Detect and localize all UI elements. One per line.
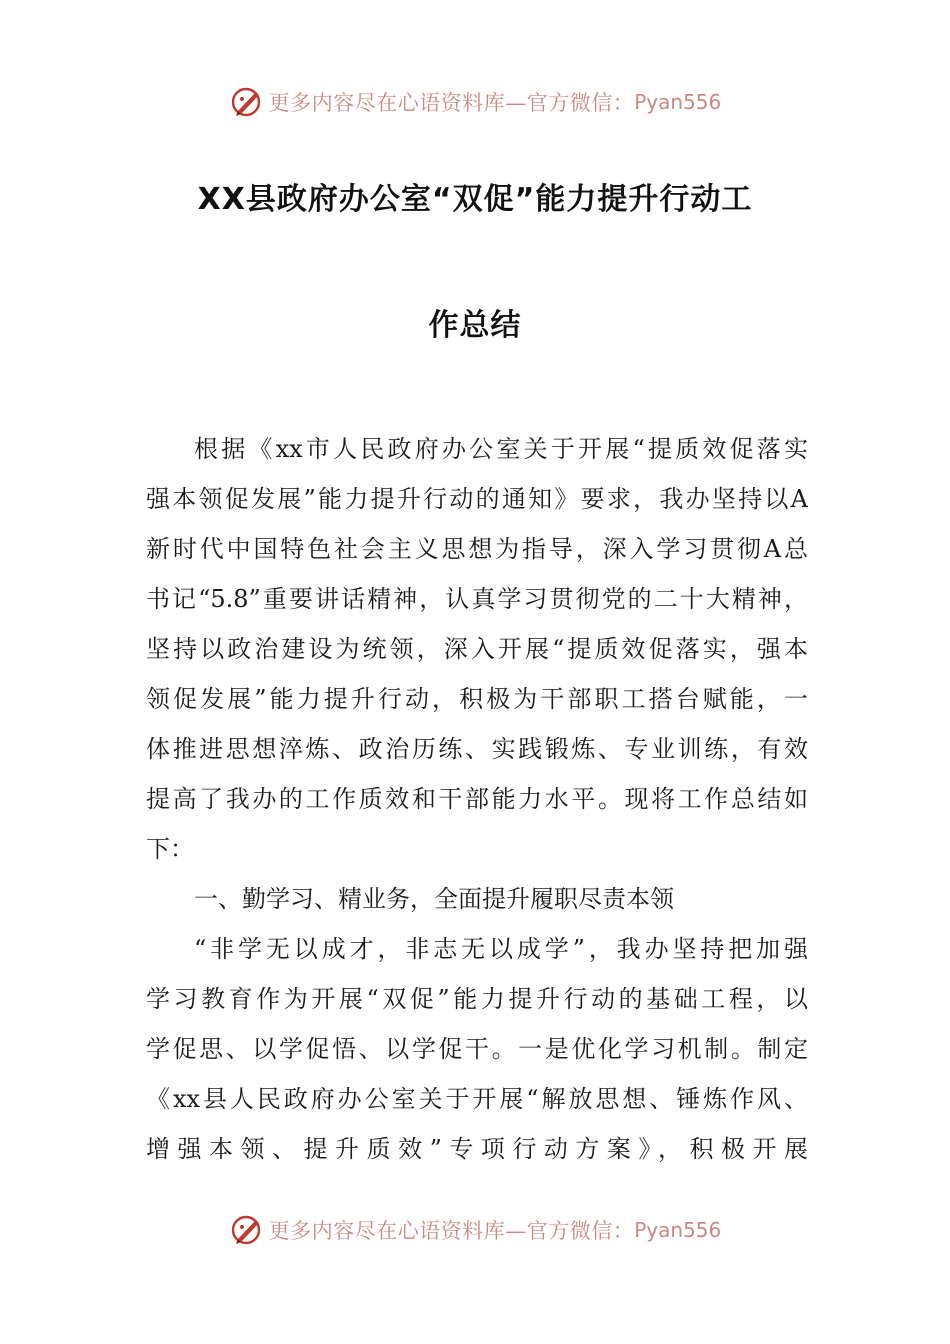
body-line: 学促思、以学促悟、以学促干。一是优化学习机制。制定 (146, 1035, 808, 1063)
document-body (146, 424, 808, 1174)
document-title-line-2: 作总结 (428, 308, 522, 343)
watermark-header (0, 82, 950, 122)
document-title-line-1: XX县政府办公室“双促”能力提升行动工 (197, 182, 753, 217)
watermark-wechat-id: Pyan556 (634, 90, 722, 114)
body-line: 增强本领、提升质效”专项行动方案》，积极开展 (146, 1135, 808, 1163)
watermark-text: 更多内容尽在心语资料库—官方微信： (268, 91, 635, 115)
pen-logo-icon (229, 84, 265, 120)
pen-logo-icon (229, 1212, 265, 1248)
section-heading: 一、勤学习、精业务，全面提升履职尽责本领 (194, 885, 674, 913)
watermark-text: 更多内容尽在心语资料库—官方微信： (268, 1219, 635, 1243)
body-line: 坚持以政治建设为统领，深入开展“提质效促落实，强本 (146, 635, 808, 663)
body-line: 学习教育作为开展“双促”能力提升行动的基础工程，以 (146, 985, 808, 1013)
body-line: 体推进思想淬炼、政治历练、实践锻炼、专业训练，有效 (146, 735, 808, 763)
watermark-footer (0, 1210, 950, 1250)
body-line: 领促发展”能力提升行动，积极为干部职工搭台赋能，一 (146, 685, 808, 713)
body-line: 提高了我办的工作质效和干部能力水平。现将工作总结如 (146, 785, 808, 813)
body-line: 《xx县人民政府办公室关于开展“解放思想、锤炼作风、 (146, 1085, 808, 1113)
body-line: 新时代中国特色社会主义思想为指导，深入学习贯彻A总 (146, 535, 808, 563)
body-line: 根据《xx市人民政府办公室关于开展“提质效促落实 (194, 435, 808, 463)
body-line: 书记“5.8”重要讲话精神，认真学习贯彻党的二十大精神， (146, 585, 808, 613)
watermark-wechat-id: Pyan556 (634, 1218, 722, 1242)
body-line: 强本领促发展”能力提升行动的通知》要求，我办坚持以A (146, 485, 808, 513)
body-line: 下： (146, 835, 194, 863)
body-line: “非学无以成才，非志无以成学”，我办坚持把加强 (194, 935, 808, 963)
